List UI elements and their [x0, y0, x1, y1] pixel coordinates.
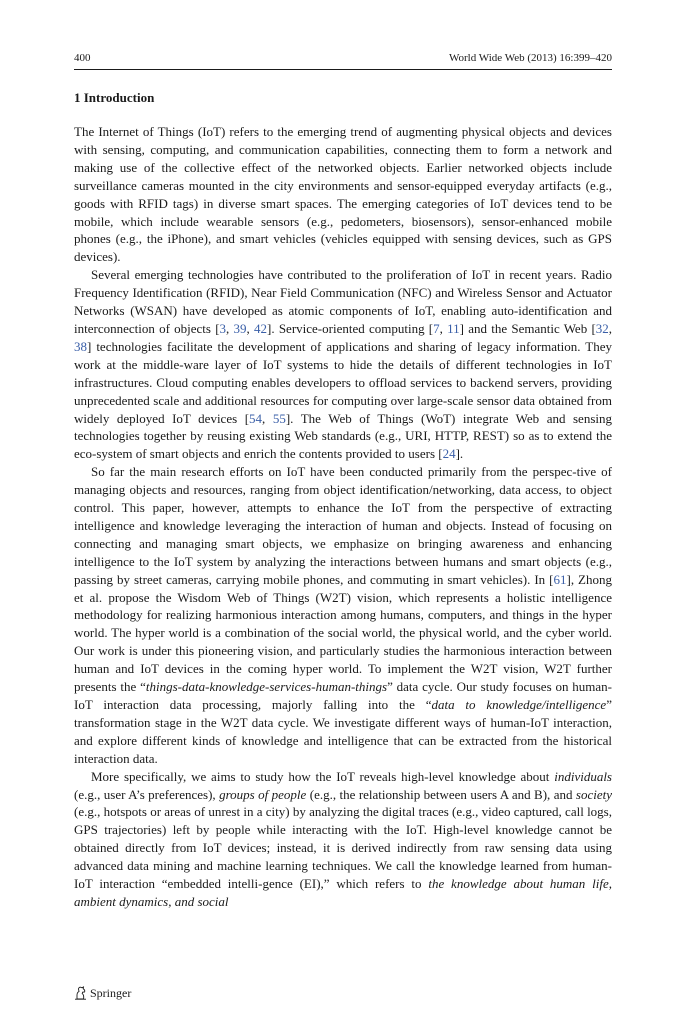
section-heading: 1 Introduction [74, 90, 155, 105]
citation-link[interactable]: 54 [249, 410, 263, 426]
text-run: ], Zhong et al. propose the Wisdom Web of Things (W2T) vision, which represents a holistic intelligence methodology for realizing harmonious interaction among humans, computers, and things in the hyper world. The hyper world is a combination of the social world, the physical world, and the cyber world. Our work is under this pioneering vision, and particularly studies the harmonious interaction between human and IoT devices in the coming hyper world. To implement the W2T vision, W2T further presents the “ [74, 571, 612, 695]
text-run: So far the main research efforts on IoT have been conducted primarily from the perspec-tive of managing objects and resources, ranging from object identification/networking, data access, to object control. This paper, however, attempts to enhance the IoT from the perspective of extracting intelligence and knowledge leveraging the interaction of human and objects. Instead of focusing on connecting and managing smart objects, we emphasize on bringing awareness and enhancing intelligence to the IoT system by analyzing the interactions between humans and smart objects (e.g., passing by street cameras, carrying mobile phones, and commuting in smart vehicles). In [ [74, 464, 612, 587]
text-run: , [608, 320, 613, 336]
text-run: ” data cycle. Our study focuses on human-IoT interaction data processing, majorly falling into the “ [74, 679, 612, 712]
citation-link[interactable]: 38 [74, 338, 87, 354]
body-text [74, 123, 612, 911]
citation-link[interactable]: 55 [272, 410, 286, 426]
text-run: , [439, 320, 448, 336]
text-run: Several emerging technologies have contributed to the proliferation of IoT in recent years. Radio Frequency Identification (RFID), Near Field Communication (NFC) and Wireless Sensor and Actuator Networks (WSAN) have developed as atomic components of IoT, enabling auto-identification and interconnection of objects [ [74, 267, 612, 336]
journal-citation: World Wide Web (2013) 16:399–420 [449, 52, 612, 64]
citation-link[interactable]: 61 [553, 571, 567, 587]
publisher-name: Springer [90, 986, 132, 1000]
text-run: The Internet of Things (IoT) refers to the emerging trend of augmenting physical objects and devices with sensing, computing, and communication capabilities, connecting them to form a network and making use of the collective effect of the networked objects. Earlier networked objects include surveillance cameras mounted in the city environments and sensor-equipped everyday artifacts (e.g., goods with RFID tags) in diverse smart spaces. The emerging categories of IoT devices tend to be mobile, which include wearable sensors (e.g., pedometers, biosensors), sensor-enhanced mobile phones (e.g., the iPhone), and smart vehicles (vehicles equipped with sensing devices, such as GPS devices). [74, 124, 612, 265]
paragraph [74, 266, 612, 463]
text-run: ]. Service-oriented computing [ [267, 320, 434, 336]
text-run: , [226, 320, 234, 336]
italic-text: things-data-knowledge-services-human-things [145, 679, 388, 695]
text-run: ]. The Web of Things (WoT) integrate Web and sensing technologies together by reusing existing Web standards (e.g., URI, HTTP, REST) so as to extend the eco-system of smart objects and enrich the contents provided to users [ [74, 410, 613, 462]
paragraph [74, 123, 612, 266]
citation-link[interactable]: 11 [447, 320, 460, 336]
text-run: , [262, 410, 273, 426]
header-rule [74, 69, 612, 70]
citation-link[interactable]: 39 [233, 320, 247, 336]
text-run: , [246, 320, 255, 336]
text-run: ]. [455, 446, 464, 462]
citation-link[interactable]: 3 [219, 320, 227, 336]
citation-link[interactable]: 42 [254, 320, 268, 336]
citation-link[interactable]: 24 [442, 446, 456, 462]
citation-link[interactable]: 7 [433, 320, 440, 336]
text-run: More specifically, we aims to study how the IoT reveals high-level knowledge about [91, 768, 555, 784]
citation-link[interactable]: 32 [595, 320, 609, 336]
italic-text: individuals [554, 768, 612, 784]
italic-text: data to knowledge/intelligence [431, 697, 607, 712]
text-run: (e.g., user A’s preferences), [74, 786, 220, 802]
text-run: (e.g., hotspots or areas of unrest in a city) by analyzing the digital traces (e.g., video captured, call logs, GPS trajectories) left by people while interacting with the IoT. High-level knowledge cannot be obtained directly from IoT devices; instead, it is derived indirectly from raw sensing data using advanced data mining and machine learning techniques. We call the knowledge learned from human-IoT interaction “embedded intelli-gence (EI),” which refers to [74, 804, 612, 892]
italic-text: the knowledge about human life, ambient dynamics, and social [74, 876, 612, 909]
italic-text: society [575, 786, 612, 802]
running-head [74, 51, 612, 65]
text-run: ” transformation stage in the W2T data cycle. We investigate different ways of human-IoT interaction, and explore different kinds of knowledge and intelligence that can be extracted from the historical interaction data. [74, 697, 612, 766]
paragraph [74, 463, 612, 767]
page-number: 400 [74, 52, 91, 64]
text-run: (e.g., the relationship between users A and B), and [306, 786, 576, 802]
springer-horse-icon [74, 986, 87, 1000]
footer [74, 985, 131, 1001]
text-run: ] technologies facilitate the development of applications and sharing of legacy information. They work at the middle-ware layer of IoT systems to hide the details of different technologies in IoT infrastructures. Cloud computing enables developers to offload services to backend servers, providing unprecedented scale and additional resources for computing over large-scale sensor data obtained from widely deployed IoT devices [ [74, 338, 612, 426]
text-run: ] and the Semantic Web [ [459, 320, 596, 336]
italic-text: groups of people [219, 786, 307, 802]
paragraph [74, 768, 612, 911]
